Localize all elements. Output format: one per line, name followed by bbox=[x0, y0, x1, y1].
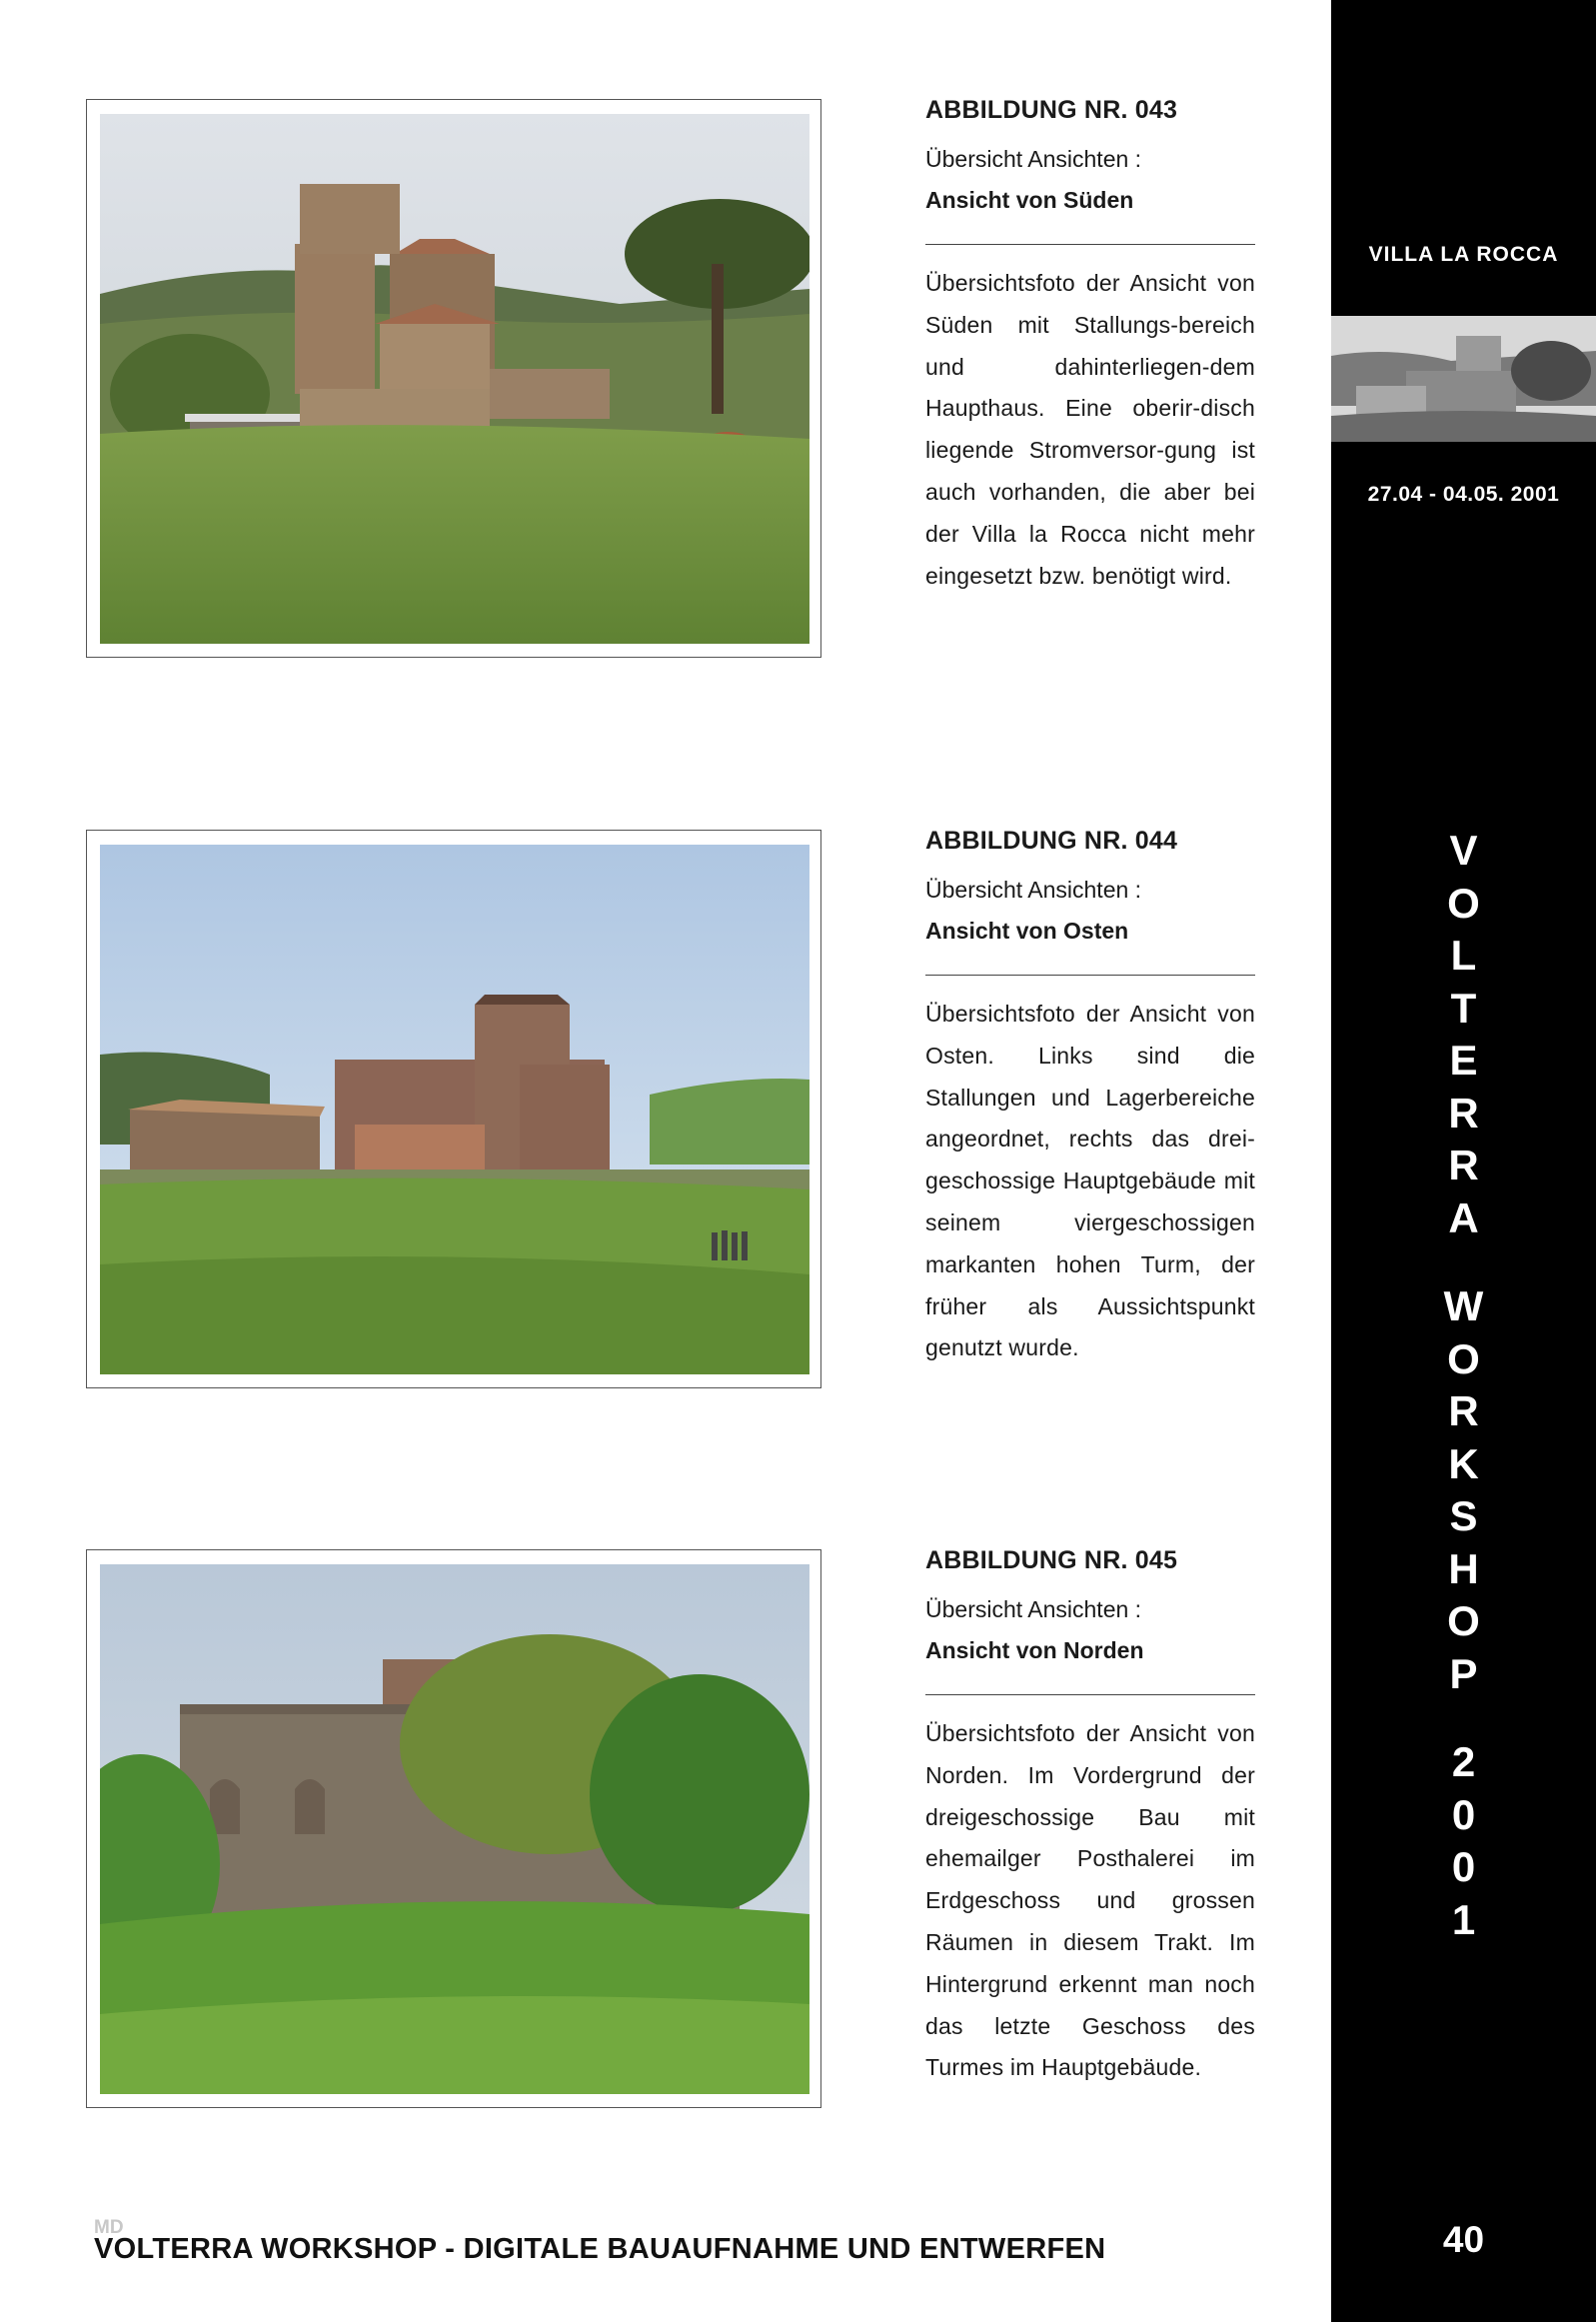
entry-title: ABBILDUNG NR. 044 bbox=[925, 827, 1178, 855]
photo-north-view bbox=[100, 1564, 809, 2094]
vertical-letter: O bbox=[1447, 1597, 1480, 1644]
entry-subtitle: Übersicht Ansichten : bbox=[925, 1596, 1142, 1622]
vertical-gap bbox=[1331, 1700, 1596, 1736]
vertical-letter: A bbox=[1448, 1193, 1479, 1241]
sidebar-villa-thumbnail bbox=[1331, 316, 1596, 442]
vertical-letter: 2 bbox=[1451, 1738, 1476, 1785]
vertical-letter: R bbox=[1448, 1089, 1479, 1137]
entry-description: Übersichtsfoto der Ansicht von Osten. Links sind die Stallungen und Lagerbereiche angeordnet, rechts das drei-geschossige Hauptgebäude mit seinem viergeschossigen markanten hohen Turm, der früher als Aussichtspunkt genutzt wurde. bbox=[925, 1001, 1255, 1361]
footer-title: VOLTERRA WORKSHOP - DIGITALE BAUAUFNAHME UND ENTWERFEN bbox=[94, 2233, 1106, 2265]
vertical-letter: 0 bbox=[1451, 1843, 1476, 1890]
photo-south-view bbox=[100, 114, 809, 644]
sidebar-villa-title: VILLA LA ROCCA bbox=[1368, 243, 1559, 266]
vertical-letter: H bbox=[1448, 1544, 1479, 1592]
vertical-letter: R bbox=[1448, 1387, 1479, 1434]
entry-045 bbox=[925, 1543, 1255, 2089]
vertical-letter: 0 bbox=[1451, 1790, 1476, 1838]
vertical-letter: K bbox=[1448, 1439, 1479, 1487]
vertical-letter: R bbox=[1448, 1142, 1479, 1188]
entry-view-label: Ansicht von Osten bbox=[925, 918, 1129, 944]
vertical-letter: O bbox=[1447, 879, 1480, 927]
entry-divider bbox=[925, 1694, 1255, 1695]
page-number: 40 bbox=[1442, 2219, 1485, 2260]
entry-description: Übersichtsfoto der Ansicht von Süden mit Stallungs-bereich und dahinterliegen-dem Haupthaus. Eine oberir-disch liegende Stromversor-gung ist auch vorhanden, die aber bei der Villa la Rocca nicht mehr eingesetzt bzw. benötigt wird. bbox=[925, 270, 1255, 589]
entry-title: ABBILDUNG NR. 043 bbox=[925, 96, 1178, 124]
entry-view-label: Ansicht von Süden bbox=[925, 187, 1134, 213]
entry-title: ABBILDUNG NR. 045 bbox=[925, 1546, 1178, 1574]
entry-description: Übersichtsfoto der Ansicht von Norden. Im Vordergrund der dreigeschossige Bau mit ehemailger Posthalerei im Erdgeschoss und grossen Räumen in diesem Trakt. Im Hintergrund erkennt man noch das letzte Geschoss des Turmes im Hauptgebäude. bbox=[925, 1720, 1255, 2081]
vertical-gap bbox=[1331, 1244, 1596, 1280]
entry-subtitle: Übersicht Ansichten : bbox=[925, 877, 1142, 903]
sidebar bbox=[1331, 0, 1596, 2322]
entry-divider bbox=[925, 975, 1255, 976]
vertical-letter: V bbox=[1449, 827, 1478, 874]
photo-frame-045 bbox=[86, 1549, 821, 2108]
vertical-letter: W bbox=[1443, 1282, 1484, 1329]
entry-divider bbox=[925, 244, 1255, 245]
vertical-letter: T bbox=[1450, 984, 1477, 1032]
vertical-letter: P bbox=[1449, 1649, 1478, 1697]
entry-subtitle: Übersicht Ansichten : bbox=[925, 146, 1142, 172]
entry-044 bbox=[925, 824, 1255, 1369]
vertical-letter: 1 bbox=[1451, 1895, 1476, 1943]
entry-view-label: Ansicht von Norden bbox=[925, 1637, 1144, 1663]
vertical-letter: S bbox=[1449, 1492, 1478, 1539]
entry-043 bbox=[925, 93, 1255, 597]
sidebar-vertical-title bbox=[1331, 825, 1596, 1946]
vertical-letter: O bbox=[1447, 1334, 1480, 1382]
photo-frame-044 bbox=[86, 830, 821, 1388]
vertical-letter: L bbox=[1450, 932, 1477, 979]
photo-frame-043 bbox=[86, 99, 821, 658]
vertical-letter: E bbox=[1449, 1037, 1478, 1084]
sidebar-date: 27.04 - 04.05. 2001 bbox=[1367, 483, 1560, 506]
footer-watermark: MD bbox=[94, 2217, 124, 2238]
photo-east-view bbox=[100, 845, 809, 1374]
